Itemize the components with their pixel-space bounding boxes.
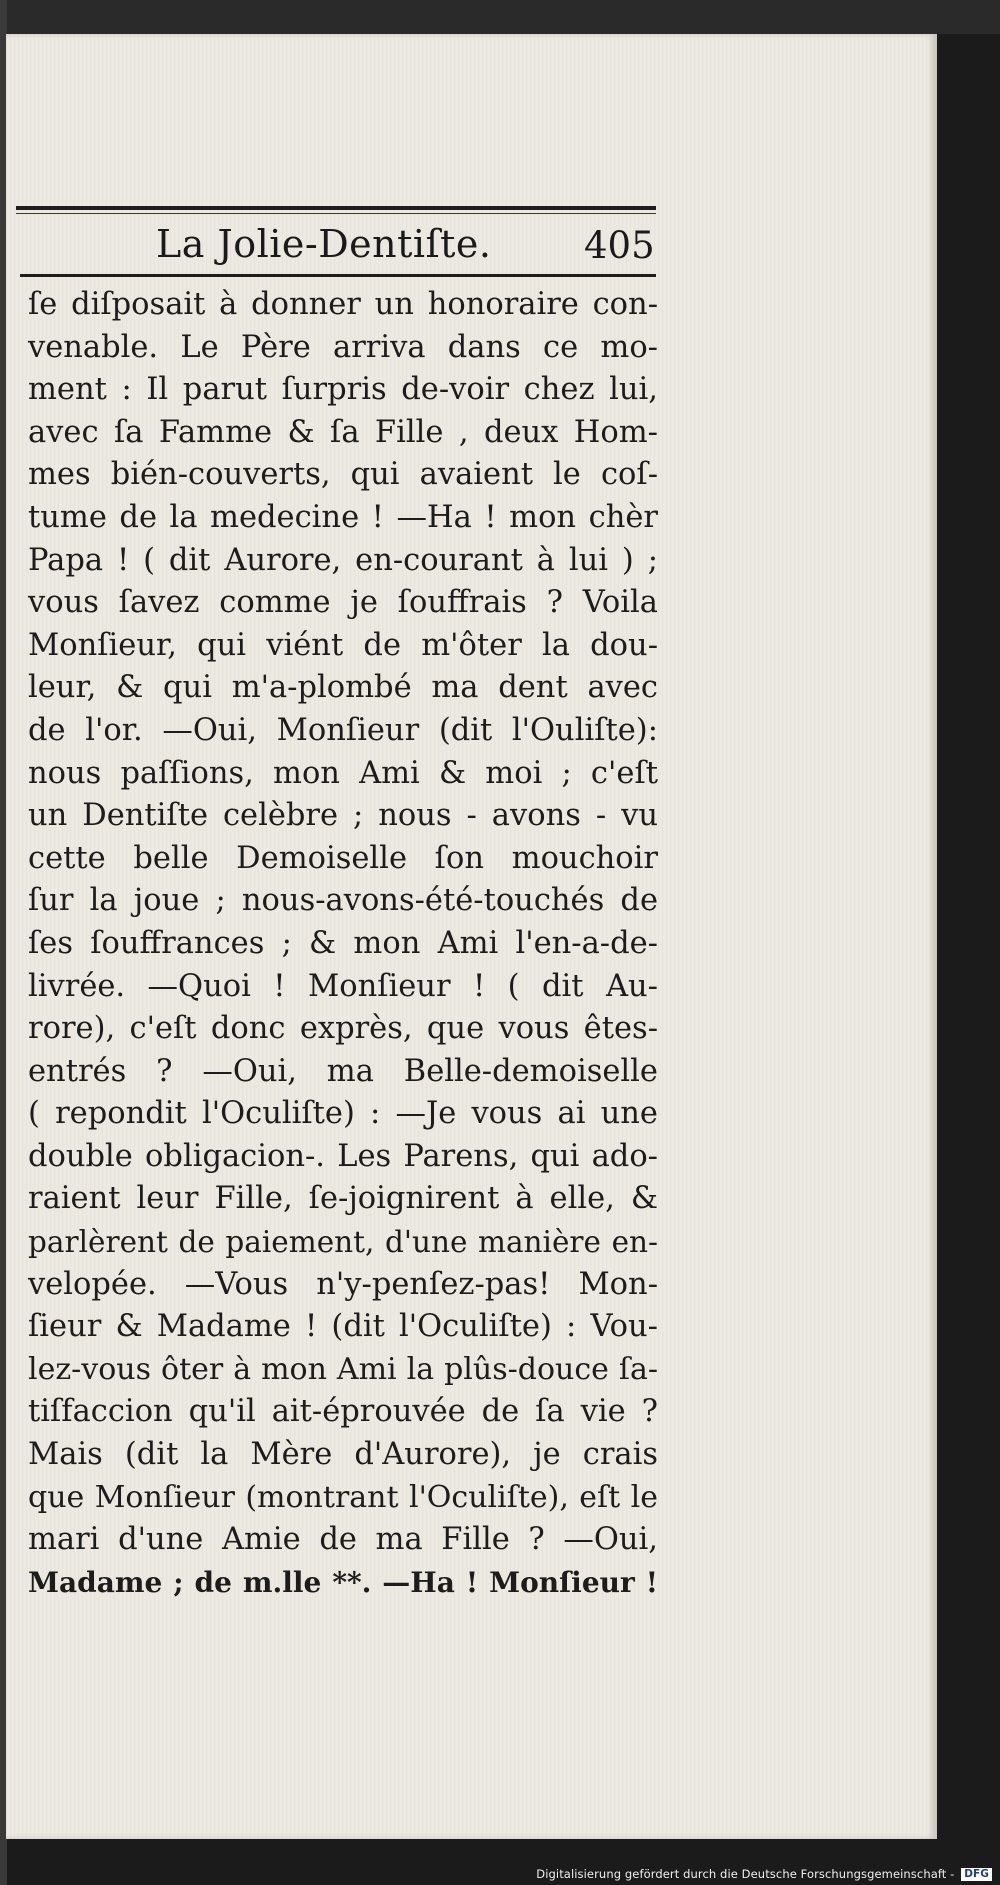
text-line: rore), c'eſt donc exprès, que vous êtes- bbox=[28, 1011, 658, 1047]
text-line: que Monſieur (montrant l'Oculiſte), eſt le bbox=[28, 1479, 658, 1515]
text-line: mes bién-couverts, qui avaient le coſ- bbox=[28, 457, 658, 493]
text-line: raient leur Fille, ſe-joignirent à elle, & bbox=[28, 1181, 658, 1217]
text-line: double obligacion-. Les Parens, qui ado- bbox=[28, 1138, 658, 1174]
text-line: tume de la medecine ! —Ha ! mon chèr bbox=[28, 499, 658, 535]
text-line: entrés ? —Oui, ma Belle-demoiselle bbox=[28, 1053, 658, 1089]
text-line: leur, & qui m'a-plombé ma dent avec bbox=[28, 670, 658, 706]
text-line: livrée. —Quoi ! Monſieur ! ( dit Au- bbox=[28, 968, 658, 1004]
text-line: mari d'une Amie de ma Fille ? —Oui, bbox=[28, 1522, 658, 1558]
text-line: venable. Le Père arriva dans ce mo- bbox=[28, 329, 658, 365]
page-number: 405 bbox=[584, 224, 655, 267]
text-line: Mais (dit la Mère d'Aurore), je crais bbox=[28, 1437, 658, 1473]
text-line: ( repondit l'Oculiſte) : —Je vous ai une bbox=[28, 1096, 658, 1132]
text-line: Papa ! ( dit Aurore, en-courant à lui ) ; bbox=[28, 542, 658, 578]
text-line: de l'or. —Oui, Monſieur (dit l'Ouliſte): bbox=[28, 712, 658, 748]
header-rule-top-thin bbox=[16, 213, 656, 214]
scan-background-top bbox=[0, 0, 1000, 34]
text-line: Madame ; de m.lle **. —Ha ! Monſieur ! bbox=[28, 1565, 658, 1599]
text-line: parlèrent de paiement, d'une manière en- bbox=[28, 1225, 658, 1260]
text-line: velopée. —Vous n'y-penſez-pas! Mon- bbox=[28, 1266, 658, 1302]
credit-text: Digitalisierung gefördert durch die Deutsche Forschungsgemeinschaft - bbox=[536, 1867, 955, 1881]
text-line: vous ſavez comme je ſouffrais ? Voila bbox=[28, 585, 658, 621]
text-line: ment : Il parut ſurpris de-voir chez lui, bbox=[28, 372, 658, 408]
digitization-credit bbox=[536, 1867, 992, 1881]
text-line: tiſfaccion qu'il ait-éprouvée de ſa vie ? bbox=[28, 1394, 658, 1430]
dfg-logo: DFG bbox=[961, 1868, 992, 1881]
header-rule-bottom bbox=[20, 274, 656, 277]
header-rule-top bbox=[16, 206, 656, 210]
book-page bbox=[6, 34, 937, 1839]
text-line: avec ſa Famme & ſa Fille , deux Hom- bbox=[28, 414, 658, 450]
body-text bbox=[28, 284, 658, 1604]
text-line: lez-vous ôter à mon Ami la plûs-douce ſa- bbox=[28, 1351, 658, 1387]
text-line: Monſieur, qui viént de m'ôter la dou- bbox=[28, 627, 658, 663]
text-line: nous paſſions, mon Ami & moi ; c'eſt bbox=[28, 755, 658, 791]
text-line: ſur la joue ; nous-avons-été-touchés de bbox=[28, 883, 658, 919]
text-line: ſes ſouffrances ; & mon Ami l'en-a-de- bbox=[28, 925, 658, 961]
text-line: un Dentiſte celèbre ; nous - avons - vu bbox=[28, 798, 658, 834]
text-line: ſieur & Madame ! (dit l'Oculiſte) : Vou- bbox=[28, 1309, 658, 1345]
running-title: La Jolie-Dentiſte. bbox=[156, 222, 492, 266]
text-line: ſe diſposait à donner un honoraire con- bbox=[28, 287, 658, 322]
text-line: cette belle Demoiselle ſon mouchoir bbox=[28, 840, 658, 876]
